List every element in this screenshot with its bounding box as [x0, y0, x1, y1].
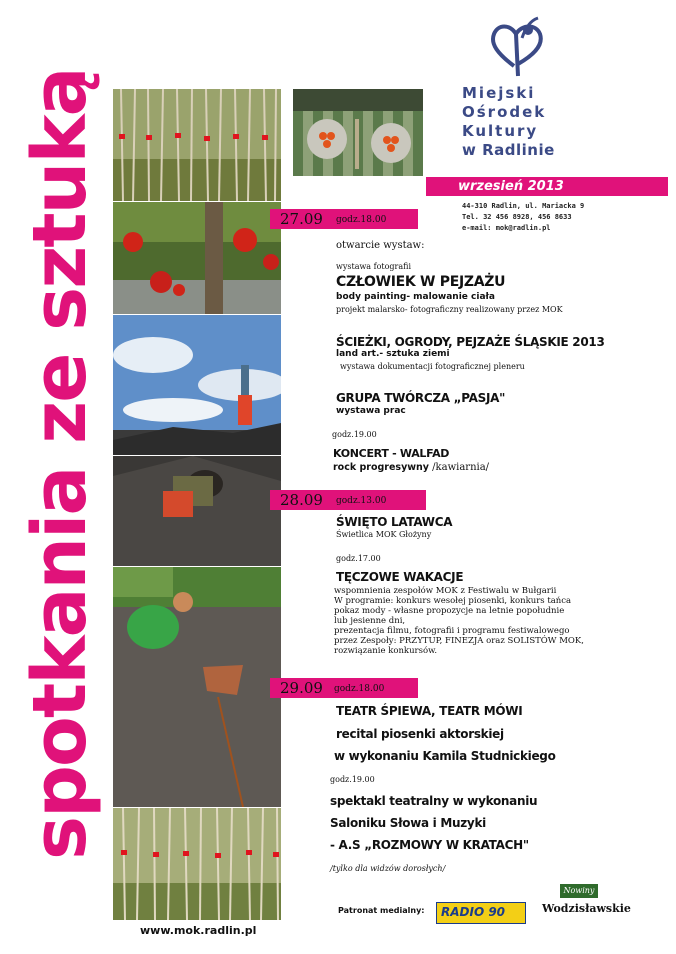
address-block [462, 201, 584, 234]
event-desc-project: projekt malarsko- fotograficzny realizowany przez MOK [336, 305, 563, 314]
desc-line: wspomnienia zespołów MOK z Festiwalu w Bułgarii [334, 586, 557, 596]
radio90-logo [436, 902, 526, 924]
photo-exhibit-label: wystawa fotografii [336, 262, 412, 271]
heart-logo-icon [488, 16, 552, 80]
newspaper-logo-top: Nowiny [560, 884, 598, 898]
event-desc-glozyny: Świetlica MOK Głożyny [336, 530, 432, 539]
event-title-sciezki: ŚCIEŻKI, OGRODY, PEJZAŻE ŚLĄSKIE 2013 [336, 335, 605, 349]
event-desc-rock: rock progresywny [333, 462, 429, 473]
event-line-salonik: Saloniku Słowa i Muzyki [330, 816, 486, 830]
address-line: 44-310 Radlin, ul. Mariacka 9 [462, 202, 585, 210]
logo-line-4: w Radlinie [462, 141, 555, 159]
logo-text [462, 84, 562, 160]
photo-person-crouching [113, 567, 281, 807]
time-19-00: godz.19.00 [332, 430, 377, 439]
photo-forest-top [113, 89, 281, 201]
desc-line: pokaz mody - własne propozycje na letnie popołudnie [334, 606, 565, 616]
event-title-teczowe: TĘCZOWE WAKACJE [336, 570, 464, 584]
event-line-spektakl: spektakl teatralny w wykonaniu [330, 794, 538, 808]
website-url: www.mok.radlin.pl [140, 924, 257, 937]
date-28: 28.09 [280, 491, 323, 509]
photo-plates-oranges [293, 89, 423, 176]
phone-line: Tel. 32 456 8928, 456 8633 [462, 213, 572, 221]
radio90-logo-text: RADIO 90 [441, 905, 506, 919]
logo-line-2: Ośrodek [462, 103, 547, 121]
event-desc-dokumentacja: wystawa dokumentacji fotograficznej pleneru [340, 362, 525, 371]
photo-forest-bottom [113, 808, 281, 920]
event-desc-teczowe [334, 586, 584, 656]
photo-slag-heap [113, 456, 281, 566]
intro-text: otwarcie wystaw: [336, 240, 425, 251]
time-19-00-b: godz.19.00 [330, 775, 375, 784]
desc-line: lub jesienne dni, [334, 616, 406, 626]
event-title-latawca: ŚWIĘTO LATAWCA [336, 515, 453, 529]
event-line-rozmowy: - A.S „ROZMOWY W KRATACH" [330, 838, 529, 852]
newspaper-logo [540, 884, 631, 924]
time-27: godz.18.00 [336, 215, 387, 225]
time-28: godz.13.00 [336, 496, 387, 506]
vertical-title: spotkania ze sztuką [17, 68, 103, 860]
event-line-studnicki: w wykonaniu Kamila Studnickiego [334, 749, 556, 763]
adults-only-note: /tylko dla widzów dorosłych/ [330, 864, 446, 873]
event-desc-kawiarnia: /kawiarnia/ [429, 462, 490, 473]
event-subtitle-land-art: land art.- sztuka ziemi [336, 349, 450, 359]
date-29: 29.09 [280, 679, 323, 697]
photo-sky-person [113, 315, 281, 455]
newspaper-logo-bottom: Wodzisławskie [542, 902, 631, 915]
event-title-czlowiek: CZŁOWIEK W PEJZAŻU [336, 274, 506, 290]
event-desc-koncert [333, 462, 489, 473]
event-title-pasja: GRUPA TWÓRCZA „PASJA" [336, 391, 506, 405]
event-subtitle-body-painting: body painting- malowanie ciała [336, 292, 495, 302]
event-title-koncert: KONCERT - WALFAD [333, 447, 450, 460]
event-desc-pasja: wystawa prac [336, 406, 406, 416]
photo-rowan-berries [113, 202, 281, 314]
time-17-00: godz.17.00 [336, 554, 381, 563]
time-29: godz.18.00 [334, 684, 385, 694]
event-title-teatr: TEATR ŚPIEWA, TEATR MÓWI [336, 704, 523, 718]
month-label: wrzesień 2013 [458, 179, 564, 194]
desc-line: przez Zespoły: PRZYTUP, FINEZJA oraz SOLISTÓW MOK, [334, 636, 584, 646]
date-27: 27.09 [280, 210, 323, 228]
patronat-label: Patronat medialny: [338, 906, 425, 915]
event-line-recital: recital piosenki aktorskiej [336, 727, 504, 741]
logo-line-1: Miejski [462, 84, 536, 102]
email-line: e-mail: mok@radlin.pl [462, 224, 551, 232]
desc-line: prezentacja filmu, fotografii i programu festiwalowego [334, 626, 570, 636]
logo-line-3: Kultury [462, 122, 539, 140]
desc-line: rozwiązanie konkursów. [334, 646, 438, 656]
desc-line: W programie: konkurs wesołej piosenki, konkurs tańca [334, 596, 572, 606]
